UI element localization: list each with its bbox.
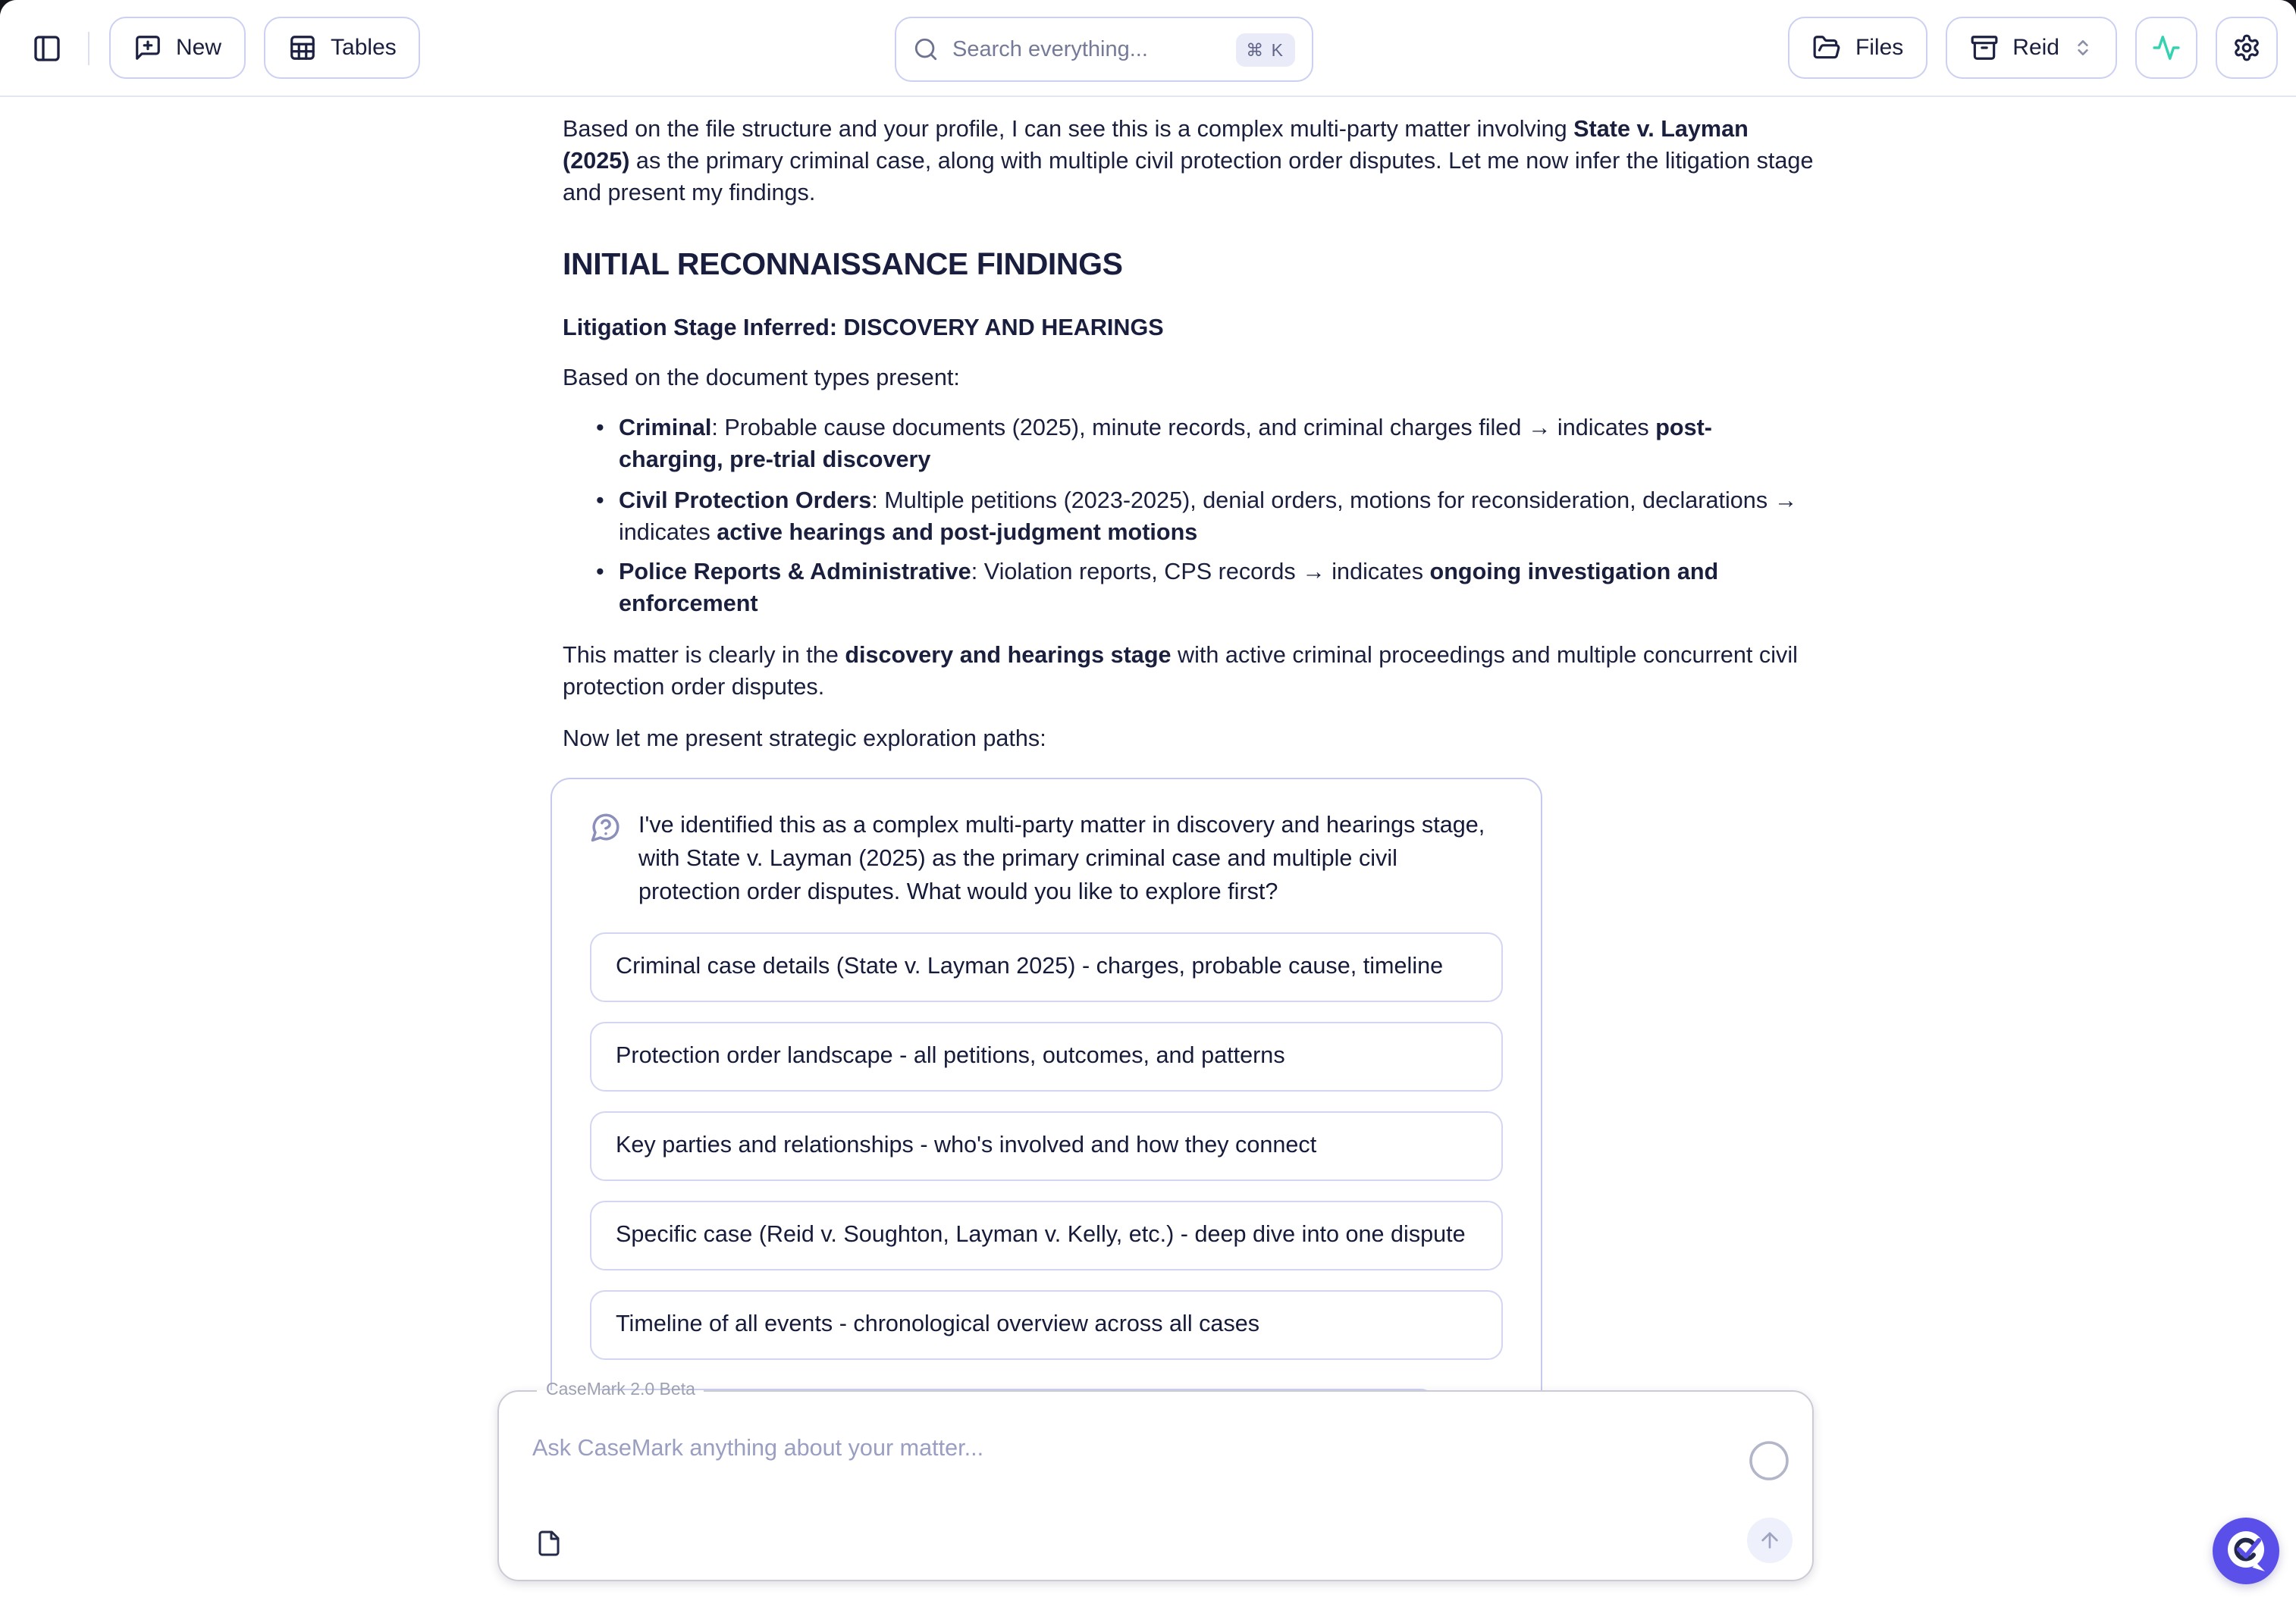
list-item: • Civil Protection Orders: Multiple petitions (2023-2025), denial orders, motions for reconsideration, declarations → indicates active hearings and post-judgment motions — [596, 487, 1814, 550]
option-specific-case[interactable]: Specific case (Reid v. Soughton, Layman v. Kelly, etc.) - deep dive into one dispute — [590, 1201, 1503, 1270]
intro-paragraph: Based on the file structure and your profile, I can see this is a complex multi-party matter involving State v. Layman (2025) as the primary criminal case, along with multiple civil protection order disputes. Let me now infer the litigation stage and present my findings. — [563, 117, 1814, 206]
stage-subheading: Litigation Stage Inferred: DISCOVERY AND HEARINGS — [563, 315, 1164, 342]
files-button[interactable] — [1789, 17, 1927, 79]
list-item: • Police Reports & Administrative: Violation reports, CPS records → indicates ongoing investigation and enforcement — [596, 559, 1814, 622]
question-header — [590, 810, 1503, 909]
search-placeholder: Search everything... — [952, 37, 1148, 61]
option-protection-orders[interactable]: Protection order landscape - all petitions, outcomes, and patterns — [590, 1022, 1503, 1092]
search-shortcut-badge: ⌘ K — [1235, 33, 1295, 66]
search-icon — [913, 36, 939, 62]
list-item: • Criminal: Probable cause documents (2025), minute records, and criminal charges filed → indicates post-charging, pre-trial discovery — [596, 414, 1814, 477]
archive-box-icon — [1970, 33, 1999, 62]
doc-types-intro: Based on the document types present: — [563, 365, 960, 392]
submit-button[interactable] — [1747, 1518, 1793, 1563]
attach-file-button[interactable] — [532, 1527, 566, 1560]
question-card — [550, 779, 1542, 1473]
gear-icon — [2232, 33, 2261, 62]
circle-icon[interactable] — [1749, 1440, 1789, 1481]
top-bar-right — [1789, 17, 2278, 79]
panel-left-icon — [32, 33, 62, 63]
global-search[interactable] — [895, 17, 1313, 82]
top-bar — [0, 0, 2296, 97]
top-bar-left — [26, 17, 421, 79]
activity-button[interactable] — [2135, 17, 2197, 79]
tables-button[interactable] — [264, 17, 421, 79]
folder-open-icon — [1813, 33, 1842, 62]
files-label: Files — [1855, 35, 1904, 61]
findings-heading: INITIAL RECONNAISSANCE FINDINGS — [563, 247, 1123, 283]
arrow-up-icon — [1758, 1528, 1782, 1552]
tables-label: Tables — [331, 35, 397, 61]
doc-type-list — [563, 414, 1814, 622]
composer-input[interactable] — [529, 1433, 1703, 1521]
settings-button[interactable] — [2216, 17, 2278, 79]
grid-table-icon — [288, 33, 317, 62]
question-bubble-icon — [590, 812, 622, 909]
option-criminal-case[interactable]: Criminal case details (State v. Layman 2025) - charges, probable cause, timeline — [590, 932, 1503, 1002]
paths-intro: Now let me present strategic exploration paths: — [563, 725, 1046, 752]
casemark-logo-icon — [2213, 1518, 2279, 1584]
chevrons-up-down-icon — [2073, 38, 2093, 58]
message-square-plus-icon — [133, 33, 162, 62]
file-icon — [535, 1530, 563, 1557]
top-bar-divider — [88, 31, 89, 64]
sidebar-toggle-button[interactable] — [26, 27, 68, 69]
matter-label: Reid — [2012, 35, 2059, 61]
option-timeline[interactable]: Timeline of all events - chronological overview across all cases — [590, 1290, 1503, 1360]
composer — [497, 1381, 1814, 1581]
matter-switcher-button[interactable] — [1946, 17, 2117, 79]
question-text: I've identified this as a complex multi-party matter in discovery and hearings stage, with State v. Layman (2025) as the primary criminal case and multiple civil protection order disputes. What would you like to explore first? — [638, 813, 1485, 905]
chat-scroll-area[interactable] — [0, 96, 2296, 1604]
option-key-parties[interactable]: Key parties and relationships - who's involved and how they connect — [590, 1111, 1503, 1181]
activity-icon — [2152, 33, 2181, 62]
stage-summary: This matter is clearly in the discovery and hearings stage with active criminal proceedings and multiple concurrent civil protection order disputes. — [563, 642, 1798, 700]
new-chat-button[interactable] — [109, 17, 246, 79]
new-chat-label: New — [176, 35, 222, 61]
option-list — [590, 932, 1503, 1360]
assistant-fab[interactable] — [2213, 1518, 2279, 1584]
composer-version-badge: CaseMark 2.0 Beta — [546, 1381, 695, 1399]
assistant-message — [563, 115, 1814, 1472]
